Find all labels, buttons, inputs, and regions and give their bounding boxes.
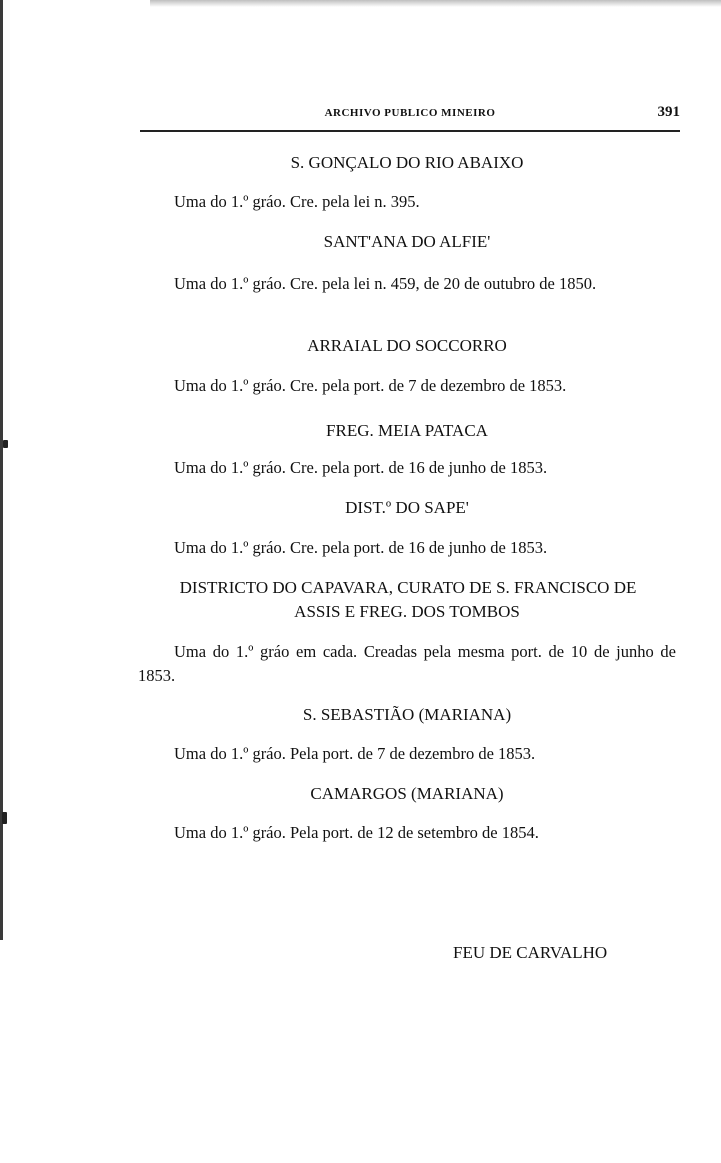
- section-text: Uma do 1.º gráo. Cre. pela port. de 16 de junho de 1853.: [174, 458, 548, 477]
- section-text: Uma do 1.º gráo. Cre. pela lei n. 395.: [174, 192, 420, 211]
- section-heading-continued: ASSIS E FREG. DOS TOMBOS: [294, 602, 520, 621]
- section-heading: S. GONÇALO DO RIO ABAIXO: [290, 153, 524, 172]
- section-heading: CAMARGOS (MARIANA): [310, 784, 504, 803]
- section-text: Uma do 1.º gráo. Cre. pela port. de 7 de dezembro de 1853.: [174, 376, 567, 395]
- section-heading: DISTRICTO DO CAPAVARA, CURATO DE S. FRANCISCO DE: [179, 578, 637, 597]
- section-heading: ARRAIAL DO SOCCORRO: [307, 336, 507, 355]
- header-rule: [140, 130, 680, 132]
- section-text: Uma do 1.º gráo. Pela port. de 12 de setembro de 1854.: [174, 823, 539, 842]
- section-heading: S. SEBASTIÃO (MARIANA): [302, 705, 512, 724]
- scan-speck: [3, 440, 8, 448]
- section-heading: FREG. MEIA PATACA: [326, 421, 488, 440]
- page-edge-shadow: [0, 0, 3, 940]
- section-text: Uma do 1.º gráo. Cre. pela lei n. 459, de 20 de outubro de 1850.: [174, 274, 597, 293]
- section-text: Uma do 1.º gráo em cada. Creadas pela mesma port. de 10 de junho de 1853.: [138, 642, 676, 685]
- scan-smudge: [150, 0, 721, 7]
- running-head: [140, 103, 680, 131]
- page-number: 391: [657, 104, 680, 120]
- running-title: ARCHIVO PUBLICO MINEIRO: [324, 107, 496, 119]
- author-signature: FEU DE CARVALHO: [453, 943, 608, 962]
- section-heading: SANT'ANA DO ALFIE': [323, 232, 491, 251]
- section-text: Uma do 1.º gráo. Pela port. de 7 de dezembro de 1853.: [174, 744, 536, 763]
- section-text: Uma do 1.º gráo. Cre. pela port. de 16 de junho de 1853.: [174, 538, 548, 557]
- section-heading: DIST.º DO SAPE': [345, 498, 469, 517]
- scan-speck: [2, 812, 7, 824]
